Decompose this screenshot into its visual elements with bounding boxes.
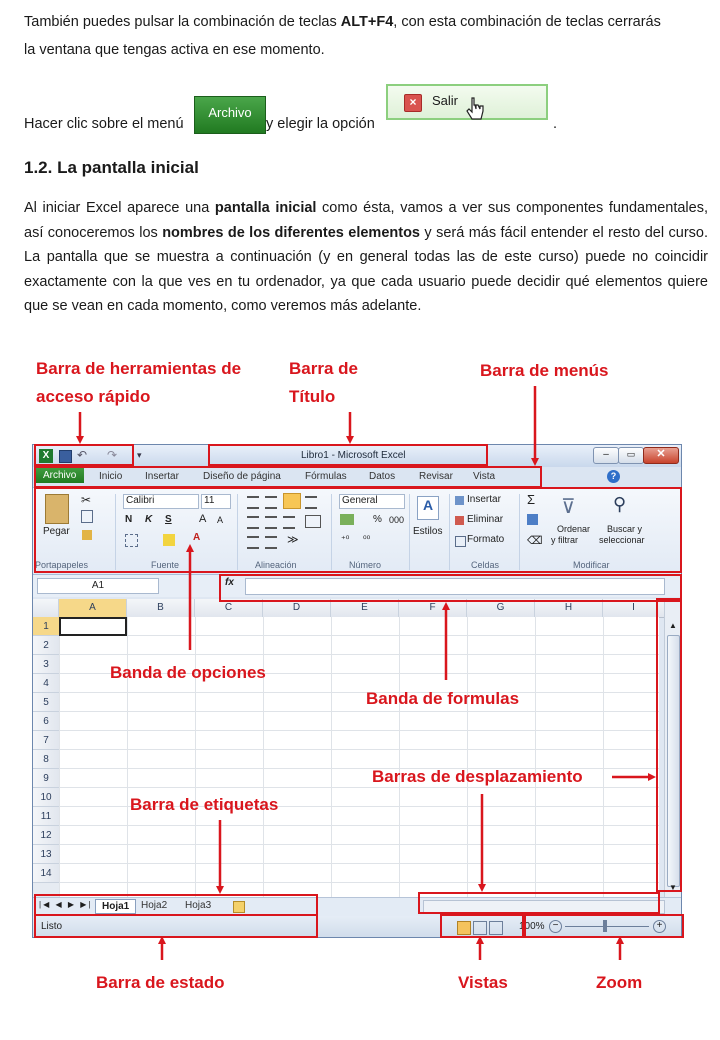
column-header[interactable]: F	[399, 599, 467, 617]
label-formula-bar: Banda de formulas	[366, 689, 520, 708]
row-header[interactable]: 2	[33, 636, 59, 655]
label-title-bar-1: Barra de	[289, 359, 358, 378]
label-status-bar: Barra de estado	[96, 973, 225, 992]
row-header[interactable]: 11	[33, 807, 59, 826]
label-title-bar-2: Título	[289, 387, 336, 406]
column-header[interactable]: G	[467, 599, 535, 617]
increase-decimal-icon[interactable]: ⁺⁰	[341, 534, 350, 544]
cut-icon[interactable]: ✂	[81, 493, 92, 507]
tab-insertar[interactable]: Insertar	[145, 471, 179, 482]
column-header[interactable]: E	[331, 599, 399, 617]
sort-filter-icon[interactable]: ⊽	[561, 496, 576, 518]
row-header[interactable]: 13	[33, 845, 59, 864]
find-label[interactable]: Buscar y	[607, 524, 643, 534]
row-header[interactable]: 8	[33, 750, 59, 769]
zoom-out-icon[interactable]: −	[549, 920, 562, 933]
sheet-tab-hoja3[interactable]: Hoja3	[185, 900, 212, 911]
insert-cells-label[interactable]: Insertar	[467, 494, 501, 505]
archivo-label: Archivo	[208, 105, 252, 120]
scroll-down-icon[interactable]: ▼	[669, 883, 677, 892]
salir-label: Salir	[432, 93, 459, 108]
group-font-label: Fuente	[151, 560, 180, 570]
group-alignment-label: Alineación	[255, 560, 297, 570]
clear-icon[interactable]: ⌫	[527, 535, 543, 547]
label-scroll-bars: Barras de desplazamiento	[372, 767, 583, 786]
name-box[interactable]: A1	[37, 578, 159, 594]
format-cells-label[interactable]: Formato	[467, 534, 505, 545]
redo-icon[interactable]: ↷	[107, 448, 118, 462]
group-editing-label: Modificar	[573, 560, 610, 570]
customize-qat-icon[interactable]: ▾	[137, 450, 142, 460]
status-text: Listo	[41, 921, 63, 932]
column-header[interactable]: D	[263, 599, 331, 617]
bold-button[interactable]: N	[125, 514, 133, 525]
row-header[interactable]: 6	[33, 712, 59, 731]
intro-line-2: la ventana que tengas activa en ese momento.	[24, 42, 325, 58]
shrink-font-button[interactable]: A	[217, 515, 224, 525]
close-button[interactable]: ✕	[643, 447, 679, 464]
tab-diseno[interactable]: Diseño de página	[203, 471, 281, 482]
label-ribbon: Banda de opciones	[110, 663, 266, 682]
group-cells-label: Celdas	[471, 560, 500, 570]
undo-icon[interactable]: ↶	[77, 448, 88, 462]
column-header[interactable]: H	[535, 599, 603, 617]
font-name-select[interactable]: Calibri	[123, 494, 199, 509]
group-number-label: Número	[349, 560, 382, 570]
close-red-icon: ×	[404, 94, 422, 112]
orientation-icon[interactable]: ≫	[287, 534, 299, 546]
label-menu-bar: Barra de menús	[480, 361, 609, 380]
autosum-button[interactable]: Σ	[527, 492, 536, 507]
row-header[interactable]: 10	[33, 788, 59, 807]
number-format-select[interactable]: General	[339, 494, 405, 509]
menu-instruction-mid: y elegir la opción	[266, 116, 375, 132]
sort-label-2[interactable]: y filtrar	[551, 535, 578, 545]
tab-datos[interactable]: Datos	[369, 471, 396, 482]
tab-archivo[interactable]: Archivo	[35, 468, 84, 483]
label-views: Vistas	[458, 973, 508, 992]
menu-instruction-end: .	[553, 116, 558, 132]
zoom-in-icon[interactable]: +	[653, 920, 666, 933]
paste-label: Pegar	[43, 526, 70, 537]
label-quick-access-2: acceso rápido	[36, 387, 151, 406]
zoom-level[interactable]: 100%	[519, 921, 545, 932]
tab-vista[interactable]: Vista	[473, 471, 496, 482]
row-header[interactable]: 3	[33, 655, 59, 674]
tab-formulas[interactable]: Fórmulas	[305, 471, 347, 482]
excel-logo-icon: X	[39, 449, 53, 463]
minimize-button[interactable]: –	[593, 447, 619, 464]
styles-icon[interactable]: A	[417, 496, 439, 520]
scroll-up-icon[interactable]: ▲	[669, 621, 677, 630]
italic-button[interactable]: K	[145, 514, 153, 525]
column-header[interactable]: B	[127, 599, 195, 617]
label-sheet-tabs: Barra de etiquetas	[130, 795, 279, 814]
delete-cells-label[interactable]: Eliminar	[467, 514, 504, 525]
thousands-button[interactable]: 000	[389, 515, 405, 525]
tab-inicio[interactable]: Inicio	[99, 471, 123, 482]
font-color-button[interactable]: A	[193, 532, 201, 543]
row-header[interactable]: 7	[33, 731, 59, 750]
percent-button[interactable]: %	[373, 514, 382, 525]
group-clipboard-label: Portapapeles	[35, 560, 89, 570]
help-icon[interactable]: ?	[607, 470, 620, 483]
sheet-tab-hoja1[interactable]: Hoja1	[95, 899, 136, 914]
font-size-select[interactable]: 11	[201, 494, 231, 509]
decrease-decimal-icon[interactable]: ⁰⁰	[363, 534, 371, 544]
row-header[interactable]: 9	[33, 769, 59, 788]
row-header[interactable]: 1	[33, 617, 59, 636]
body-paragraph: Al iniciar Excel aparece una pantalla inicial como ésta, vamos a ver sus componentes fundamentales, así conoceremos los nombres de los diferentes elementos y será más fácil entender el resto del curso. La pantalla que se muestra a continuación (y en general todas las de este curso) puede no coincidir exactamente con la que ves en tu ordenador, ya que cada usuario puede decidir qué elementos quiere que se vean en cada momento, como veremos más adelante.	[24, 200, 708, 314]
binoculars-icon[interactable]: ⚲	[613, 494, 627, 514]
fx-icon[interactable]: fx	[225, 577, 234, 588]
column-header[interactable]: C	[195, 599, 263, 617]
row-header[interactable]: 12	[33, 826, 59, 845]
sheet-tab-hoja2[interactable]: Hoja2	[141, 900, 168, 911]
label-quick-access-1: Barra de herramientas de	[36, 359, 242, 378]
row-header[interactable]: 5	[33, 693, 59, 712]
column-header[interactable]: A	[59, 599, 127, 617]
menu-instruction: Hacer clic sobre el menú	[24, 116, 184, 132]
row-header[interactable]: 4	[33, 674, 59, 693]
grow-font-button[interactable]: A	[199, 513, 207, 525]
column-header[interactable]: I	[603, 599, 665, 617]
intro-line-1: También puedes pulsar la combinación de teclas ALT+F4, con esta combinación de teclas cerrarás	[24, 14, 661, 30]
row-header[interactable]: 14	[33, 864, 59, 883]
tab-revisar[interactable]: Revisar	[419, 471, 453, 482]
section-heading: 1.2. La pantalla inicial	[24, 158, 199, 177]
sheet-nav-icons[interactable]: |◀ ◀ ▶ ▶|	[39, 900, 93, 909]
find-label-2[interactable]: seleccionar	[599, 535, 645, 545]
styles-label[interactable]: Estilos	[413, 526, 443, 537]
maximize-button[interactable]: ▭	[618, 447, 644, 464]
sort-label[interactable]: Ordenar	[557, 524, 591, 534]
label-zoom: Zoom	[596, 973, 643, 992]
window-title: Libro1 - Microsoft Excel	[301, 450, 406, 461]
underline-button[interactable]: S	[165, 514, 172, 525]
